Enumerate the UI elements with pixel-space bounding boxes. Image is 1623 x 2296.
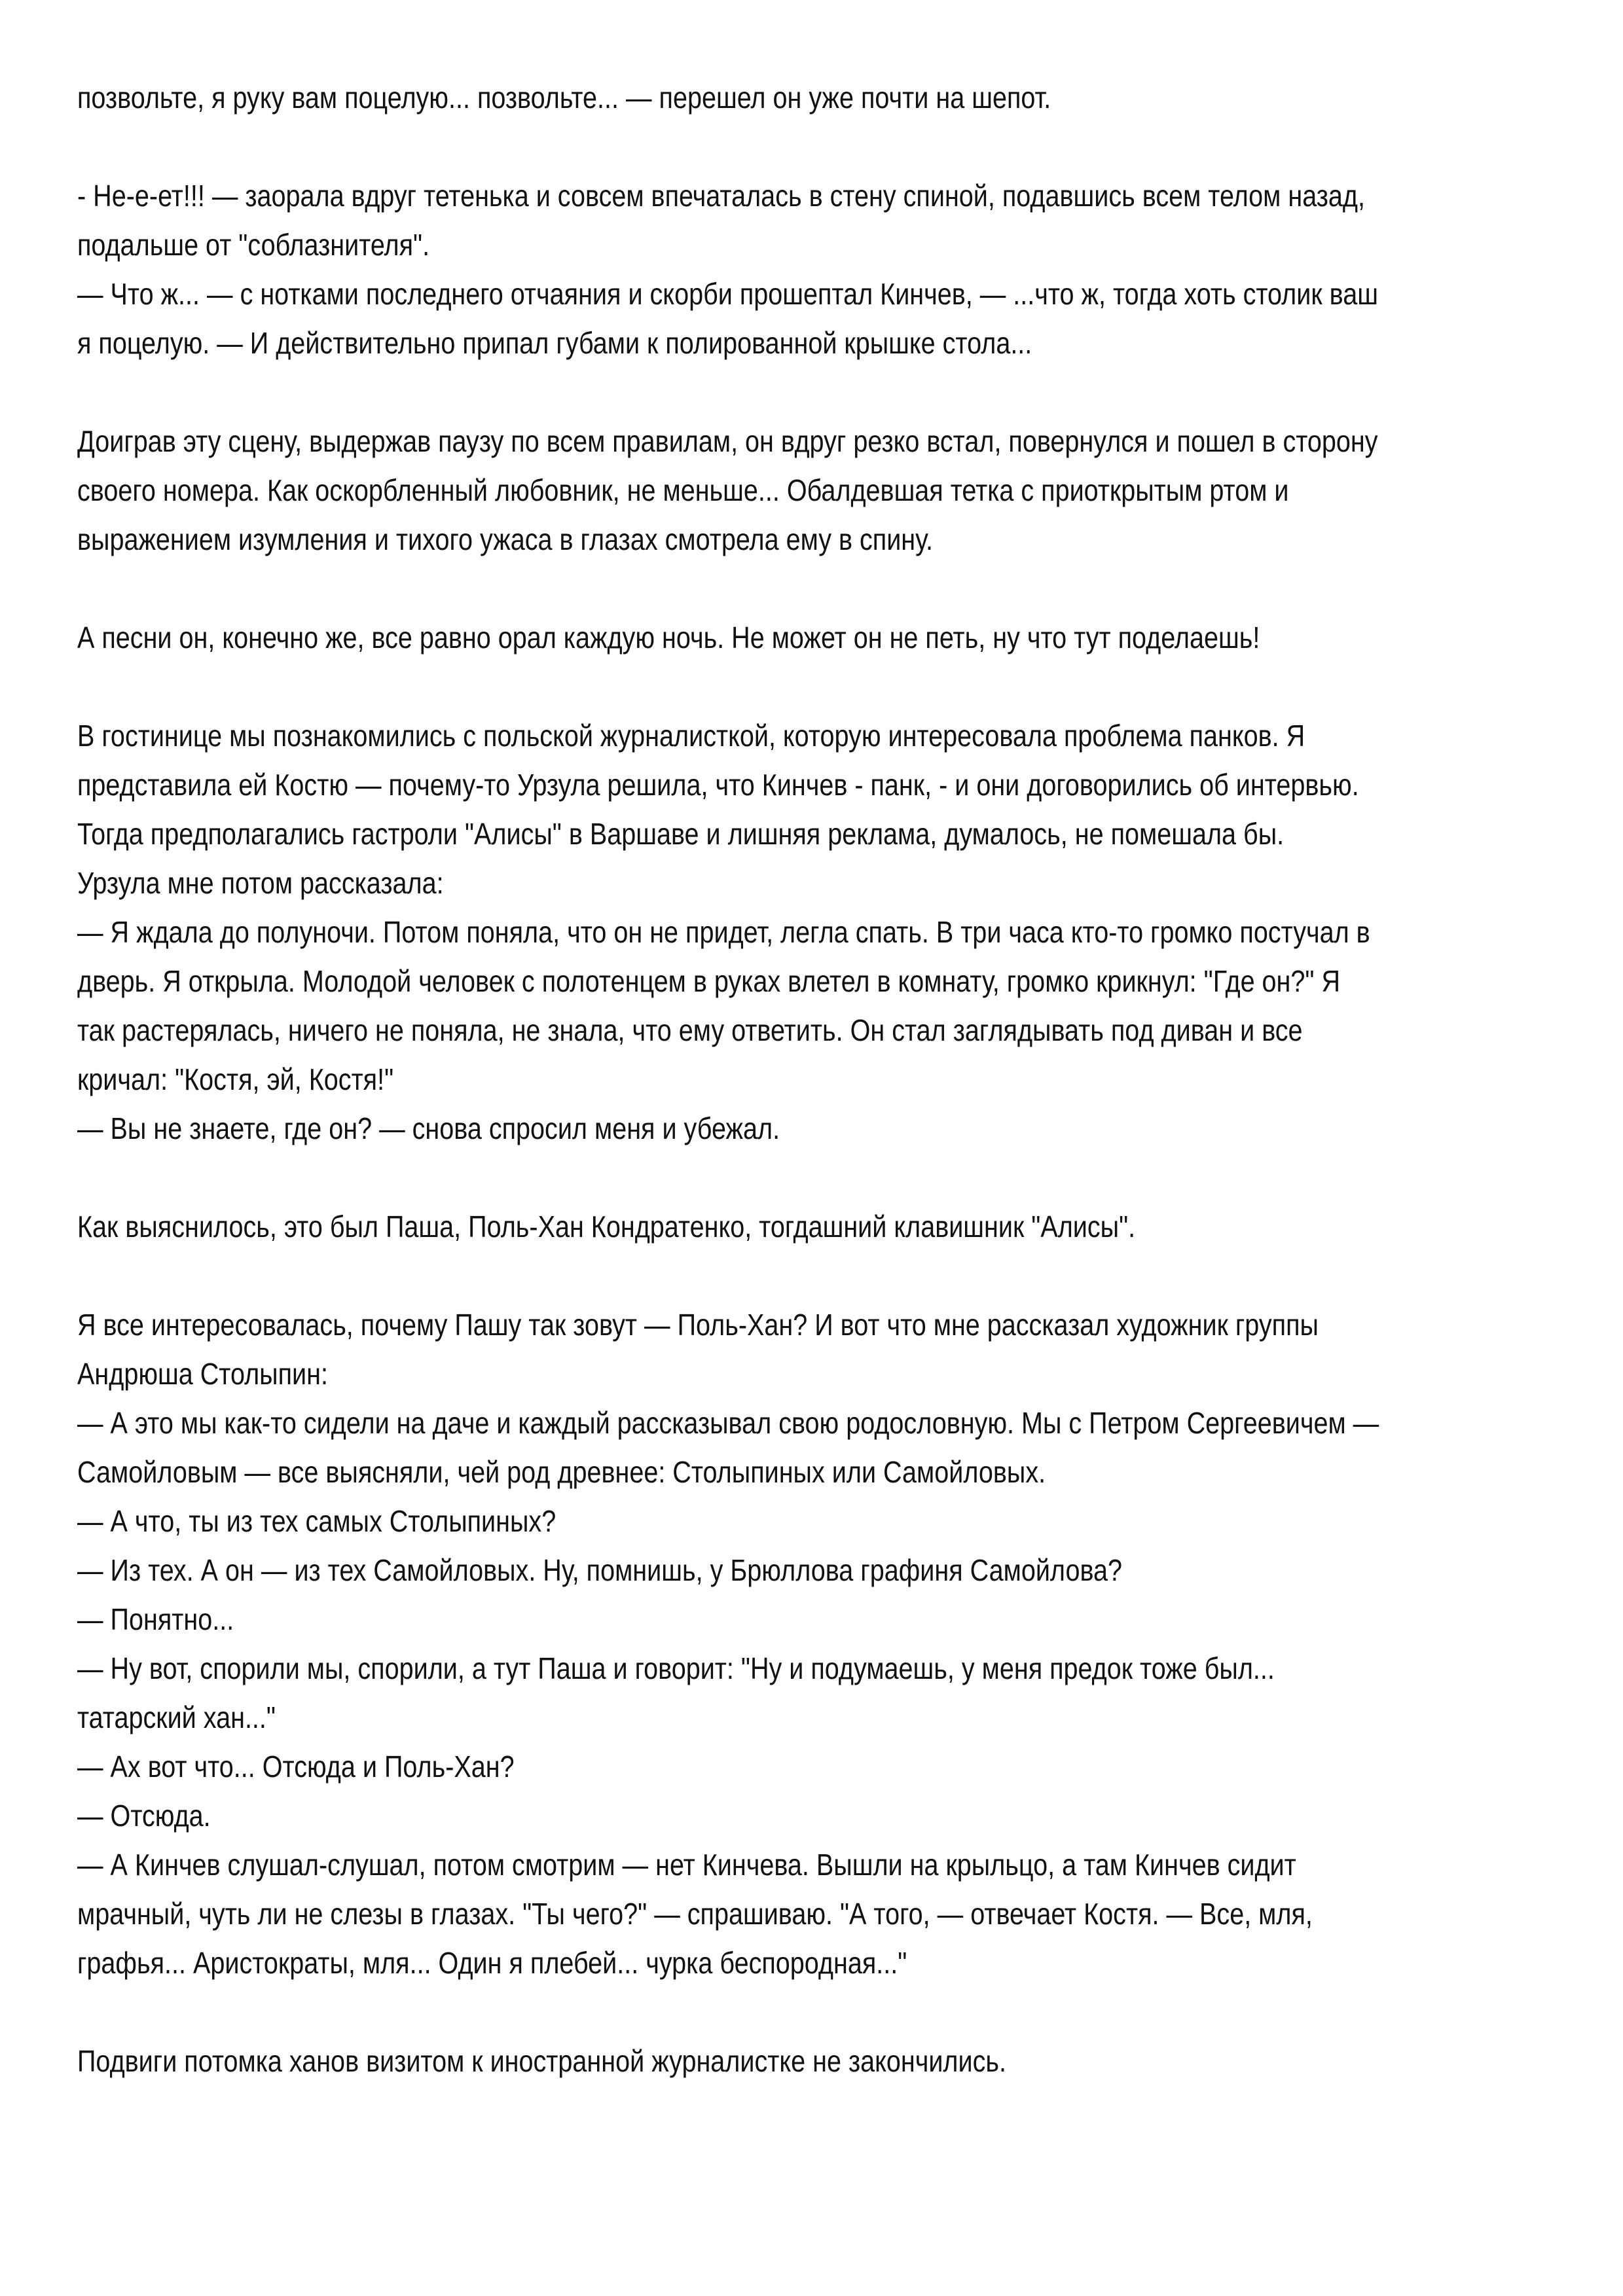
paragraph-gap	[77, 662, 1586, 711]
text-line: Самойловым — все выясняли, чей род древнее: Столыпиных или Самойловых.	[77, 1455, 1046, 1489]
paragraph-gap	[77, 1153, 1586, 1202]
text-line: Урзула мне потом рассказала:	[77, 866, 444, 900]
text-line: — Из тех. А он — из тех Самойловых. Ну, помнишь, у Брюллова графиня Самойлова?	[77, 1553, 1123, 1587]
text-line: так растерялась, ничего не поняла, не знала, что ему ответить. Он стал заглядывать под диван и все	[77, 1013, 1303, 1047]
text-line: Тогда предполагались гастроли "Алисы" в Варшаве и лишняя реклама, думалось, не помешала бы.	[77, 817, 1285, 851]
text-line: — Вы не знаете, где он? — снова спросил меня и убежал.	[77, 1111, 780, 1145]
text-line: графья... Аристократы, мля... Один я плебей... чурка беспородная..."	[77, 1946, 907, 1980]
text-line: — А что, ты из тех самых Столыпиных?	[77, 1504, 556, 1538]
paragraph-gap	[77, 1988, 1586, 2037]
text-line: я поцелую. — И действительно припал губами к полированной крышке стола...	[77, 326, 1032, 360]
text-line: своего номера. Как оскорбленный любовник, не меньше... Обалдевшая тетка с приоткрытым ртом и	[77, 473, 1289, 507]
text-line: Андрюша Столыпин:	[77, 1357, 328, 1391]
text-line: — Ну вот, спорили мы, спорили, а тут Паша и говорит: "Ну и подумаешь, у меня предок тоже был...	[77, 1651, 1275, 1685]
paragraph-gap	[77, 1251, 1586, 1300]
text-line: — Отсюда.	[77, 1799, 211, 1833]
text-line: представила ей Костю — почему-то Урзула решила, что Кинчев - панк, - и они договорились об интервью.	[77, 768, 1359, 802]
text-line: — Что ж... — с нотками последнего отчаяния и скорби прошептал Кинчев, — ...что ж, тогда хоть столик ваш	[77, 277, 1378, 311]
text-line: — Ах вот что... Отсюда и Поль-Хан?	[77, 1749, 515, 1784]
text-line: А песни он, конечно же, все равно орал каждую ночь. Не может он не петь, ну что тут поделаешь!	[77, 620, 1260, 655]
document-page	[77, 73, 1586, 2086]
text-line: татарский хан..."	[77, 1700, 276, 1734]
text-line: В гостинице мы познакомились с польской журналисткой, которую интересовала проблема панков. Я	[77, 719, 1305, 753]
text-line: - Не-е-ет!!! — заорала вдруг тетенька и совсем впечаталась в стену спиной, подавшись всем телом назад,	[77, 179, 1365, 213]
text-line: — А это мы как-то сидели на даче и каждый рассказывал свою родословную. Мы с Петром Сергеевичем —	[77, 1406, 1379, 1440]
text-line: дверь. Я открыла. Молодой человек с полотенцем в руках влетел в комнату, громко крикнул: "Где он?" Я	[77, 964, 1341, 998]
paragraph-gap	[77, 122, 1586, 171]
text-line: позвольте, я руку вам поцелую... позвольте... — перешел он уже почти на шепот.	[77, 81, 1051, 115]
text-line: выражением изумления и тихого ужаса в глазах смотрела ему в спину.	[77, 522, 933, 556]
text-line: Я все интересовалась, почему Пашу так зовут — Поль-Хан? И вот что мне рассказал художник группы	[77, 1308, 1319, 1342]
text-line: кричал: "Костя, эй, Костя!"	[77, 1062, 394, 1096]
text-line: Доиграв эту сцену, выдержав паузу по всем правилам, он вдруг резко встал, повернулся и пошел в сторону	[77, 424, 1378, 458]
text-line: мрачный, чуть ли не слезы в глазах. "Ты чего?" — спрашиваю. "А того, — отвечает Костя. — Все, мля,	[77, 1897, 1313, 1931]
text-line: — А Кинчев слушал-слушал, потом смотрим — нет Кинчева. Вышли на крыльцо, а там Кинчев сидит	[77, 1848, 1296, 1882]
paragraph-gap	[77, 368, 1586, 417]
paragraph-gap	[77, 564, 1586, 613]
text-line: Как выяснилось, это был Паша, Поль-Хан Кондратенко, тогдашний клавишник "Алисы".	[77, 1210, 1136, 1244]
text-line: подальше от "соблазнителя".	[77, 228, 430, 262]
text-line: — Понятно...	[77, 1602, 234, 1636]
text-line: — Я ждала до полуночи. Потом поняла, что он не придет, легла спать. В три часа кто-то громко постучал в	[77, 915, 1370, 949]
text-line: Подвиги потомка ханов визитом к иностранной журналистке не закончились.	[77, 2044, 1006, 2078]
